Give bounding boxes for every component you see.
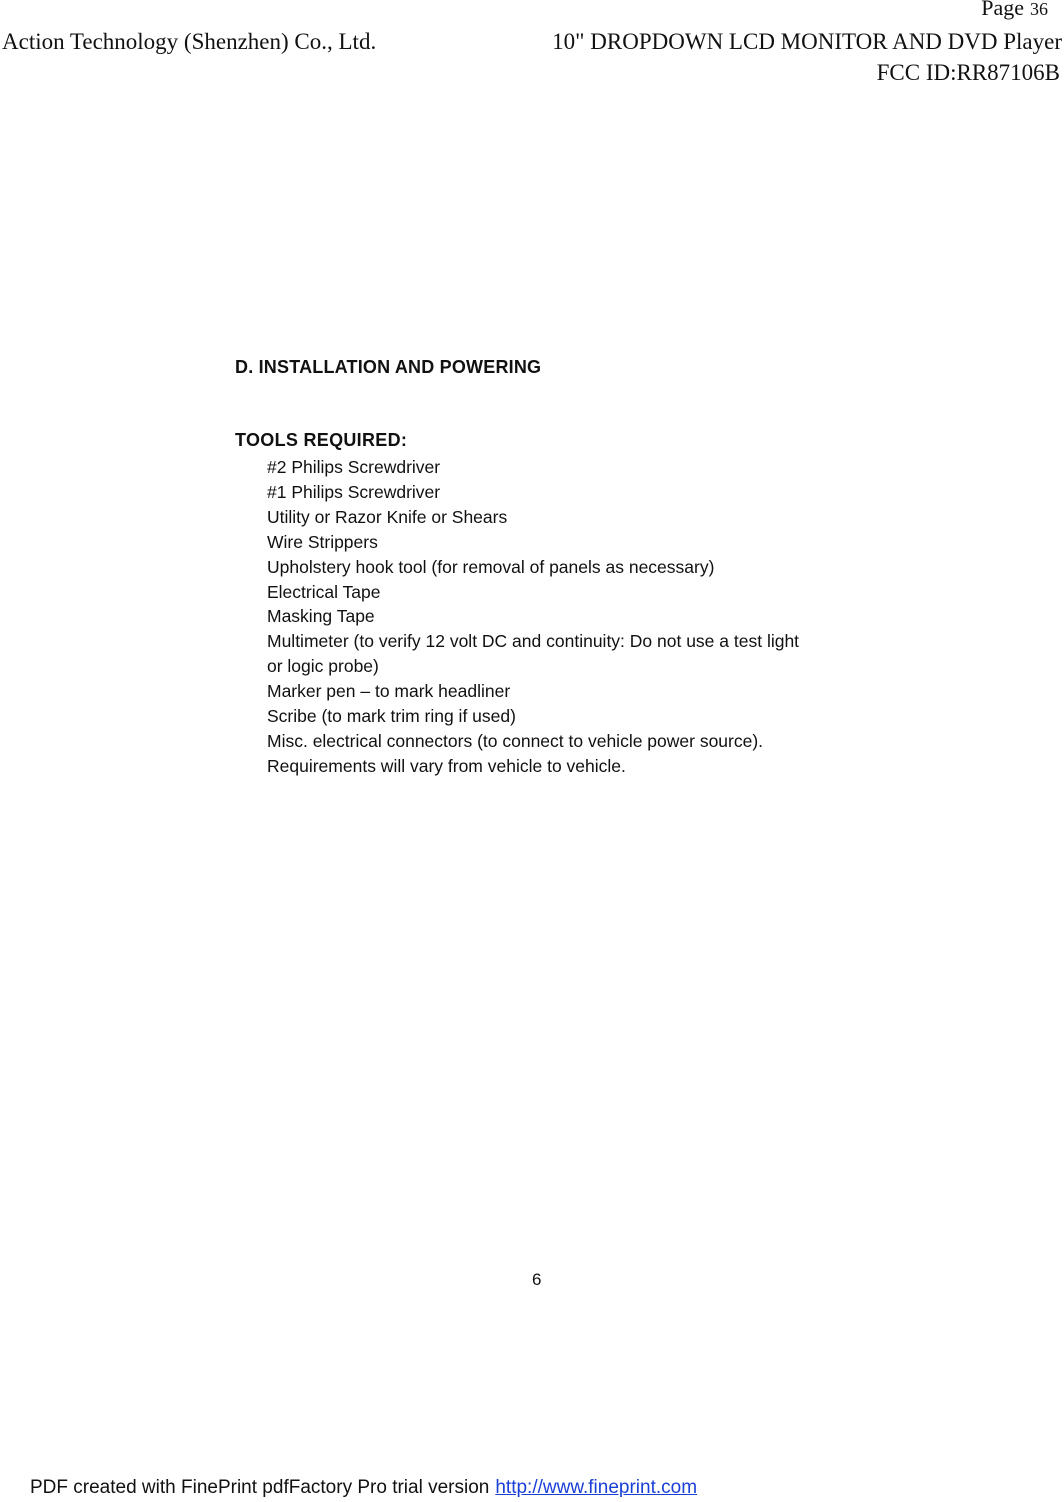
- header-product: 10" DROPDOWN LCD MONITOR AND DVD Player: [552, 29, 1062, 54]
- page-label: Page: [981, 0, 1024, 20]
- header-company: Action Technology (Shenzhen) Co., Ltd.: [2, 29, 377, 54]
- tool-item: Upholstery hook tool (for removal of panels as necessary): [267, 556, 715, 577]
- footer-text: PDF created with FinePrint pdfFactory Pro trial version: [30, 1477, 490, 1498]
- header-page-number: 36: [1030, 0, 1048, 19]
- tool-item: Wire Strippers: [267, 531, 378, 552]
- tool-item: Scribe (to mark trim ring if used): [267, 706, 516, 727]
- header-page-indicator: [981, 0, 1048, 23]
- tools-list: [267, 455, 867, 779]
- footer-notice: [30, 1477, 697, 1499]
- tool-item: Marker pen – to mark headliner: [267, 681, 511, 702]
- document-page-number: 6: [532, 1270, 542, 1289]
- section-title: D. INSTALLATION AND POWERING: [235, 357, 542, 377]
- tools-heading: TOOLS REQUIRED:: [235, 430, 408, 450]
- tool-item: Utility or Razor Knife or Shears: [267, 506, 508, 527]
- fineprint-link[interactable]: http://www.fineprint.com: [495, 1477, 698, 1498]
- tool-item: Misc. electrical connectors (to connect to vehicle power source).: [267, 730, 764, 751]
- tool-item: Requirements will vary from vehicle to vehicle.: [267, 755, 626, 776]
- header-fcc-id: FCC ID:RR87106B: [876, 60, 1060, 85]
- tool-item: Masking Tape: [267, 606, 375, 627]
- tool-item: Electrical Tape: [267, 581, 381, 602]
- tool-item: #2 Philips Screwdriver: [267, 457, 441, 477]
- tool-item: Multimeter (to verify 12 volt DC and continuity: Do not use a test light: [267, 631, 800, 652]
- tool-item: #1 Philips Screwdriver: [267, 481, 441, 502]
- tool-item: or logic probe): [267, 656, 379, 677]
